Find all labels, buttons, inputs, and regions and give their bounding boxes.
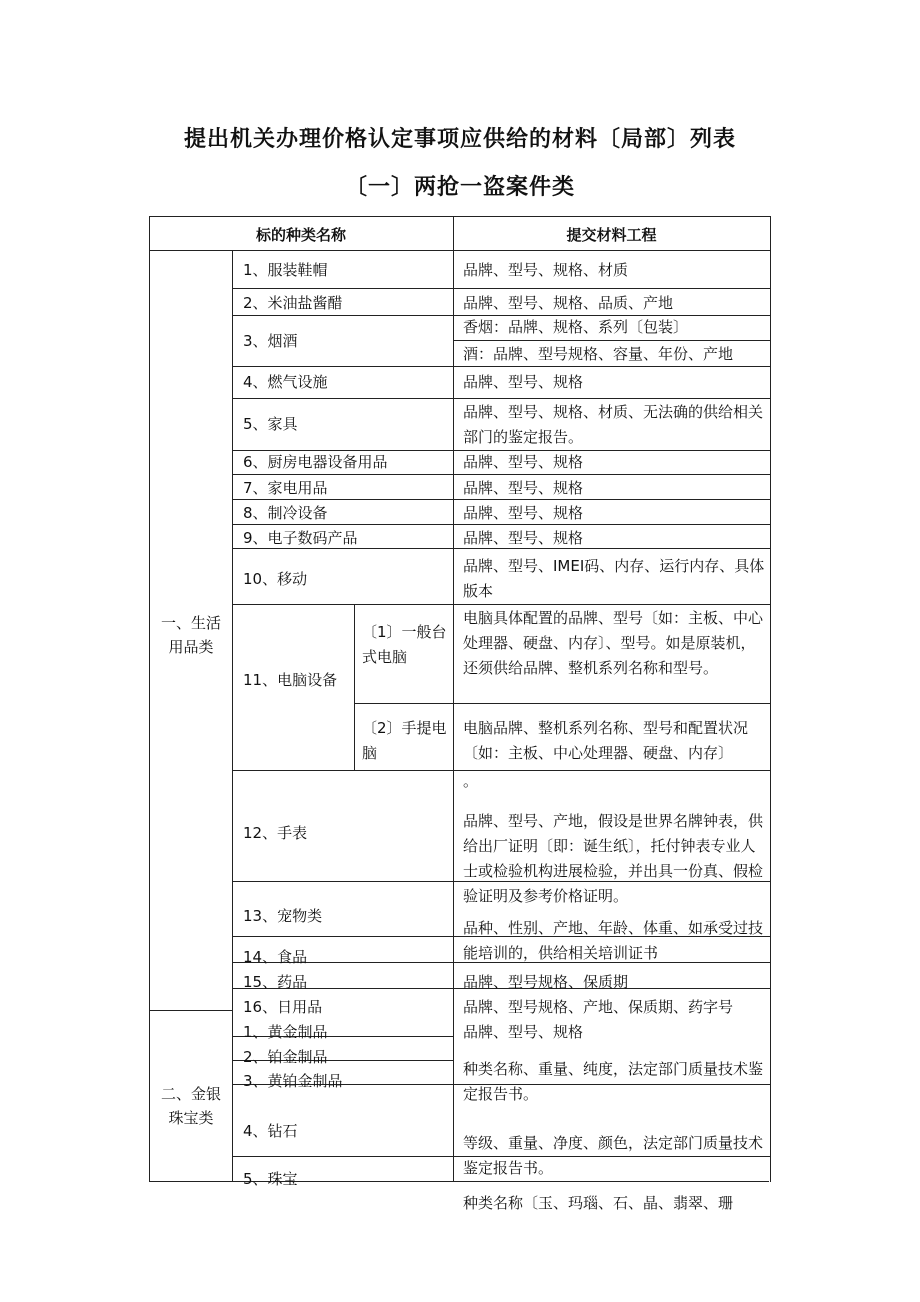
item-materials: 种类名称、重量、纯度，法定部门质量技术鉴定报告书。 bbox=[463, 1060, 764, 1103]
item-materials: 品牌、型号、规格 bbox=[463, 453, 584, 471]
item-materials: 品牌、型号、规格 bbox=[463, 504, 584, 522]
group-label-jewelry: 二、金银珠宝类 bbox=[160, 1085, 221, 1127]
item-name: 1、黄金制品 bbox=[243, 1023, 328, 1041]
item-materials: 电脑品牌、整机系列名称、型号和配置状况〔如：主板、中心处理器、硬盘、内存〕 bbox=[463, 719, 749, 762]
item-name: 13、宠物类 bbox=[243, 907, 323, 925]
header-materials: 提交材料工程 bbox=[566, 226, 657, 244]
group-label-daily: 一、生活用品类 bbox=[160, 614, 221, 656]
item-name: 4、燃气设施 bbox=[243, 373, 328, 391]
item-name: 14、食品 bbox=[243, 948, 308, 966]
item-materials: 品牌、型号、规格 bbox=[463, 479, 584, 497]
item-name: 11、电脑设备 bbox=[243, 671, 338, 689]
item-name: 7、家电用品 bbox=[243, 479, 328, 497]
item-name: 4、钻石 bbox=[243, 1122, 298, 1140]
item-materials: 品牌、型号、规格 bbox=[463, 1023, 584, 1041]
document-title: 提出机关办理价格认定事项应供给的材料〔局部〕列表 bbox=[183, 127, 736, 152]
item-name: 2、米油盐酱醋 bbox=[243, 294, 343, 312]
item-name: 3、烟酒 bbox=[243, 332, 298, 350]
item-name: 3、黄铂金制品 bbox=[243, 1072, 343, 1090]
item-materials-continuation: 。 bbox=[463, 772, 479, 790]
item-materials: 品牌、型号、产地，假设是世界名牌钟表，供给出厂证明〔即：诞生纸〕，托付钟表专业人士或检验机构进展检验，并出具一份真、假检验证明及参考价格证明。 bbox=[463, 812, 764, 905]
header-category: 标的种类名称 bbox=[255, 226, 346, 244]
subitem-name: 〔2〕手提电脑 bbox=[362, 719, 447, 762]
item-materials: 品牌、型号、规格 bbox=[463, 373, 584, 391]
item-materials: 香烟：品牌、规格、系列〔包装〕 bbox=[463, 318, 689, 336]
item-materials: 品牌、型号、规格、材质 bbox=[463, 261, 629, 279]
item-name: 1、服装鞋帽 bbox=[243, 261, 328, 279]
item-materials: 品种、性别、产地、年龄、体重、如承受过技能培训的，供给相关培训证书 bbox=[463, 919, 764, 962]
item-materials: 品牌、型号规格、产地、保质期、药字号 bbox=[463, 998, 734, 1016]
item-materials: 品牌、型号规格、保质期 bbox=[463, 973, 629, 991]
item-name: 16、日用品 bbox=[243, 998, 323, 1016]
item-materials: 品牌、型号、规格、材质、无法确的供给相关部门的鉴定报告。 bbox=[463, 403, 764, 446]
item-materials: 品牌、型号、规格 bbox=[463, 529, 584, 547]
item-name: 9、电子数码产品 bbox=[243, 529, 358, 547]
item-name: 10、移动 bbox=[243, 570, 308, 588]
item-name: 6、厨房电器设备用品 bbox=[243, 453, 388, 471]
item-name: 2、铂金制品 bbox=[243, 1048, 328, 1066]
subitem-name: 〔1〕一般台式电脑 bbox=[362, 623, 447, 666]
item-materials: 等级、重量、净度、颜色，法定部门质量技术鉴定报告书。 bbox=[463, 1134, 764, 1177]
item-materials: 种类名称〔玉、玛瑙、石、晶、翡翠、珊 bbox=[463, 1194, 734, 1212]
item-name: 15、药品 bbox=[243, 973, 308, 991]
item-name: 5、家具 bbox=[243, 415, 298, 433]
item-name: 5、珠宝 bbox=[243, 1170, 298, 1188]
item-name: 8、制冷设备 bbox=[243, 504, 328, 522]
item-materials: 品牌、型号、规格、品质、产地 bbox=[463, 294, 674, 312]
item-name: 12、手表 bbox=[243, 824, 308, 842]
document-subtitle: 〔一〕两抢一盗案件类 bbox=[344, 175, 575, 200]
item-materials: 品牌、型号、IMEI码、内存、运行内存、具体版本 bbox=[463, 557, 765, 600]
item-materials: 电脑具体配置的品牌、型号〔如：主板、中心处理器、硬盘、内存〕、型号。如是原装机，还须供给品牌、整机系列名称和型号。 bbox=[463, 609, 764, 677]
item-materials: 酒：品牌、型号规格、容量、年份、产地 bbox=[463, 345, 734, 363]
